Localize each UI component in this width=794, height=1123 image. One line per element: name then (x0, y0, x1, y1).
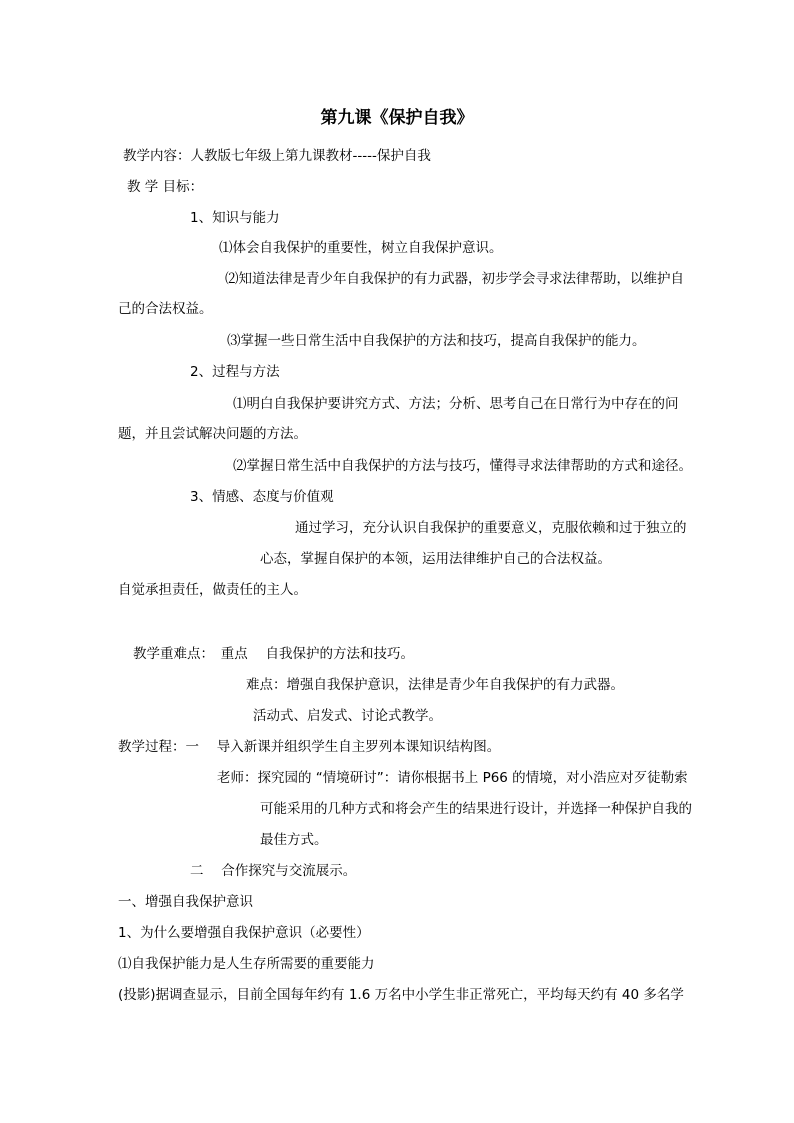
section-1-sub-1-item-1: ⑴自我保护能力是人生存所需要的重要能力 (118, 956, 375, 972)
goals-heading: 教 学 目标： (127, 179, 204, 195)
projection-text: (投影)据调查显示，目前全国每年约有 1.6 万名中小学生非正常死亡，平均每天约有 40 多名学 (118, 987, 684, 1003)
goal-2-item-2: ⑵掌握日常生活中自我保护的方法与技巧，懂得寻求法律帮助的方式和途径。 (233, 458, 692, 474)
teacher-text-1: 老师：探究园的 “情境研讨”：请你根据书上 P66 的情境，对小浩应对歹徒勒索 (217, 770, 688, 786)
teaching-content: 教学内容：人教版七年级上第九课教材-----保护自我 (123, 148, 431, 164)
goal-1-item-2: ⑵知道法律是青少年自我保护的有力武器，初步学会寻求法律帮助，以维护自 (225, 271, 684, 287)
goal-1-heading: 1、知识与能力 (190, 210, 280, 226)
process-step-2: 二 合作探究与交流展示。 (190, 863, 357, 879)
goal-2-item-1: ⑴明白自我保护要讲究方式、方法；分析、思考自己在日常行为中存在的问 (233, 396, 679, 412)
goal-3-heading: 3、情感、态度与价值观 (190, 489, 334, 505)
goal-1-item-1: ⑴体会自我保护的重要性，树立自我保护意识。 (219, 240, 503, 256)
goal-2-item-1-cont: 题，并且尝试解决问题的方法。 (118, 426, 307, 442)
goal-3-text-2: 心态，掌握自保护的本领，运用法律维护自己的合法权益。 (260, 551, 611, 567)
teaching-methods: 活动式、启发式、讨论式教学。 (253, 708, 442, 724)
goal-3-text-1: 通过学习，充分认识自我保护的重要意义，克服依赖和过于独立的 (295, 520, 687, 536)
goal-3-text-3: 自觉承担责任，做责任的主人。 (118, 582, 307, 598)
section-1-heading: 一、增强自我保护意识 (118, 894, 253, 910)
teacher-text-3: 最佳方式。 (260, 832, 328, 848)
page-title: 第九课《保护自我》 (320, 108, 474, 128)
teaching-process: 教学过程：一 导入新课并组织学生自主罗列本课知识结构图。 (118, 739, 501, 755)
difficulty: 难点：增强自我保护意识，法律是青少年自我保护的有力武器。 (246, 677, 624, 693)
section-1-sub-1: 1、为什么要增强自我保护意识（必要性） (118, 925, 370, 941)
goal-2-heading: 2、过程与方法 (190, 364, 280, 380)
key-points: 教学重难点： 重点 自我保护的方法和技巧。 (133, 646, 415, 662)
goal-1-item-3: ⑶掌握一些日常生活中自我保护的方法和技巧，提高自我保护的能力。 (227, 333, 646, 349)
goal-1-item-2-cont: 己的合法权益。 (118, 301, 213, 317)
teacher-text-2: 可能采用的几种方式和将会产生的结果进行设计，并选择一种保护自我的 (260, 801, 692, 817)
